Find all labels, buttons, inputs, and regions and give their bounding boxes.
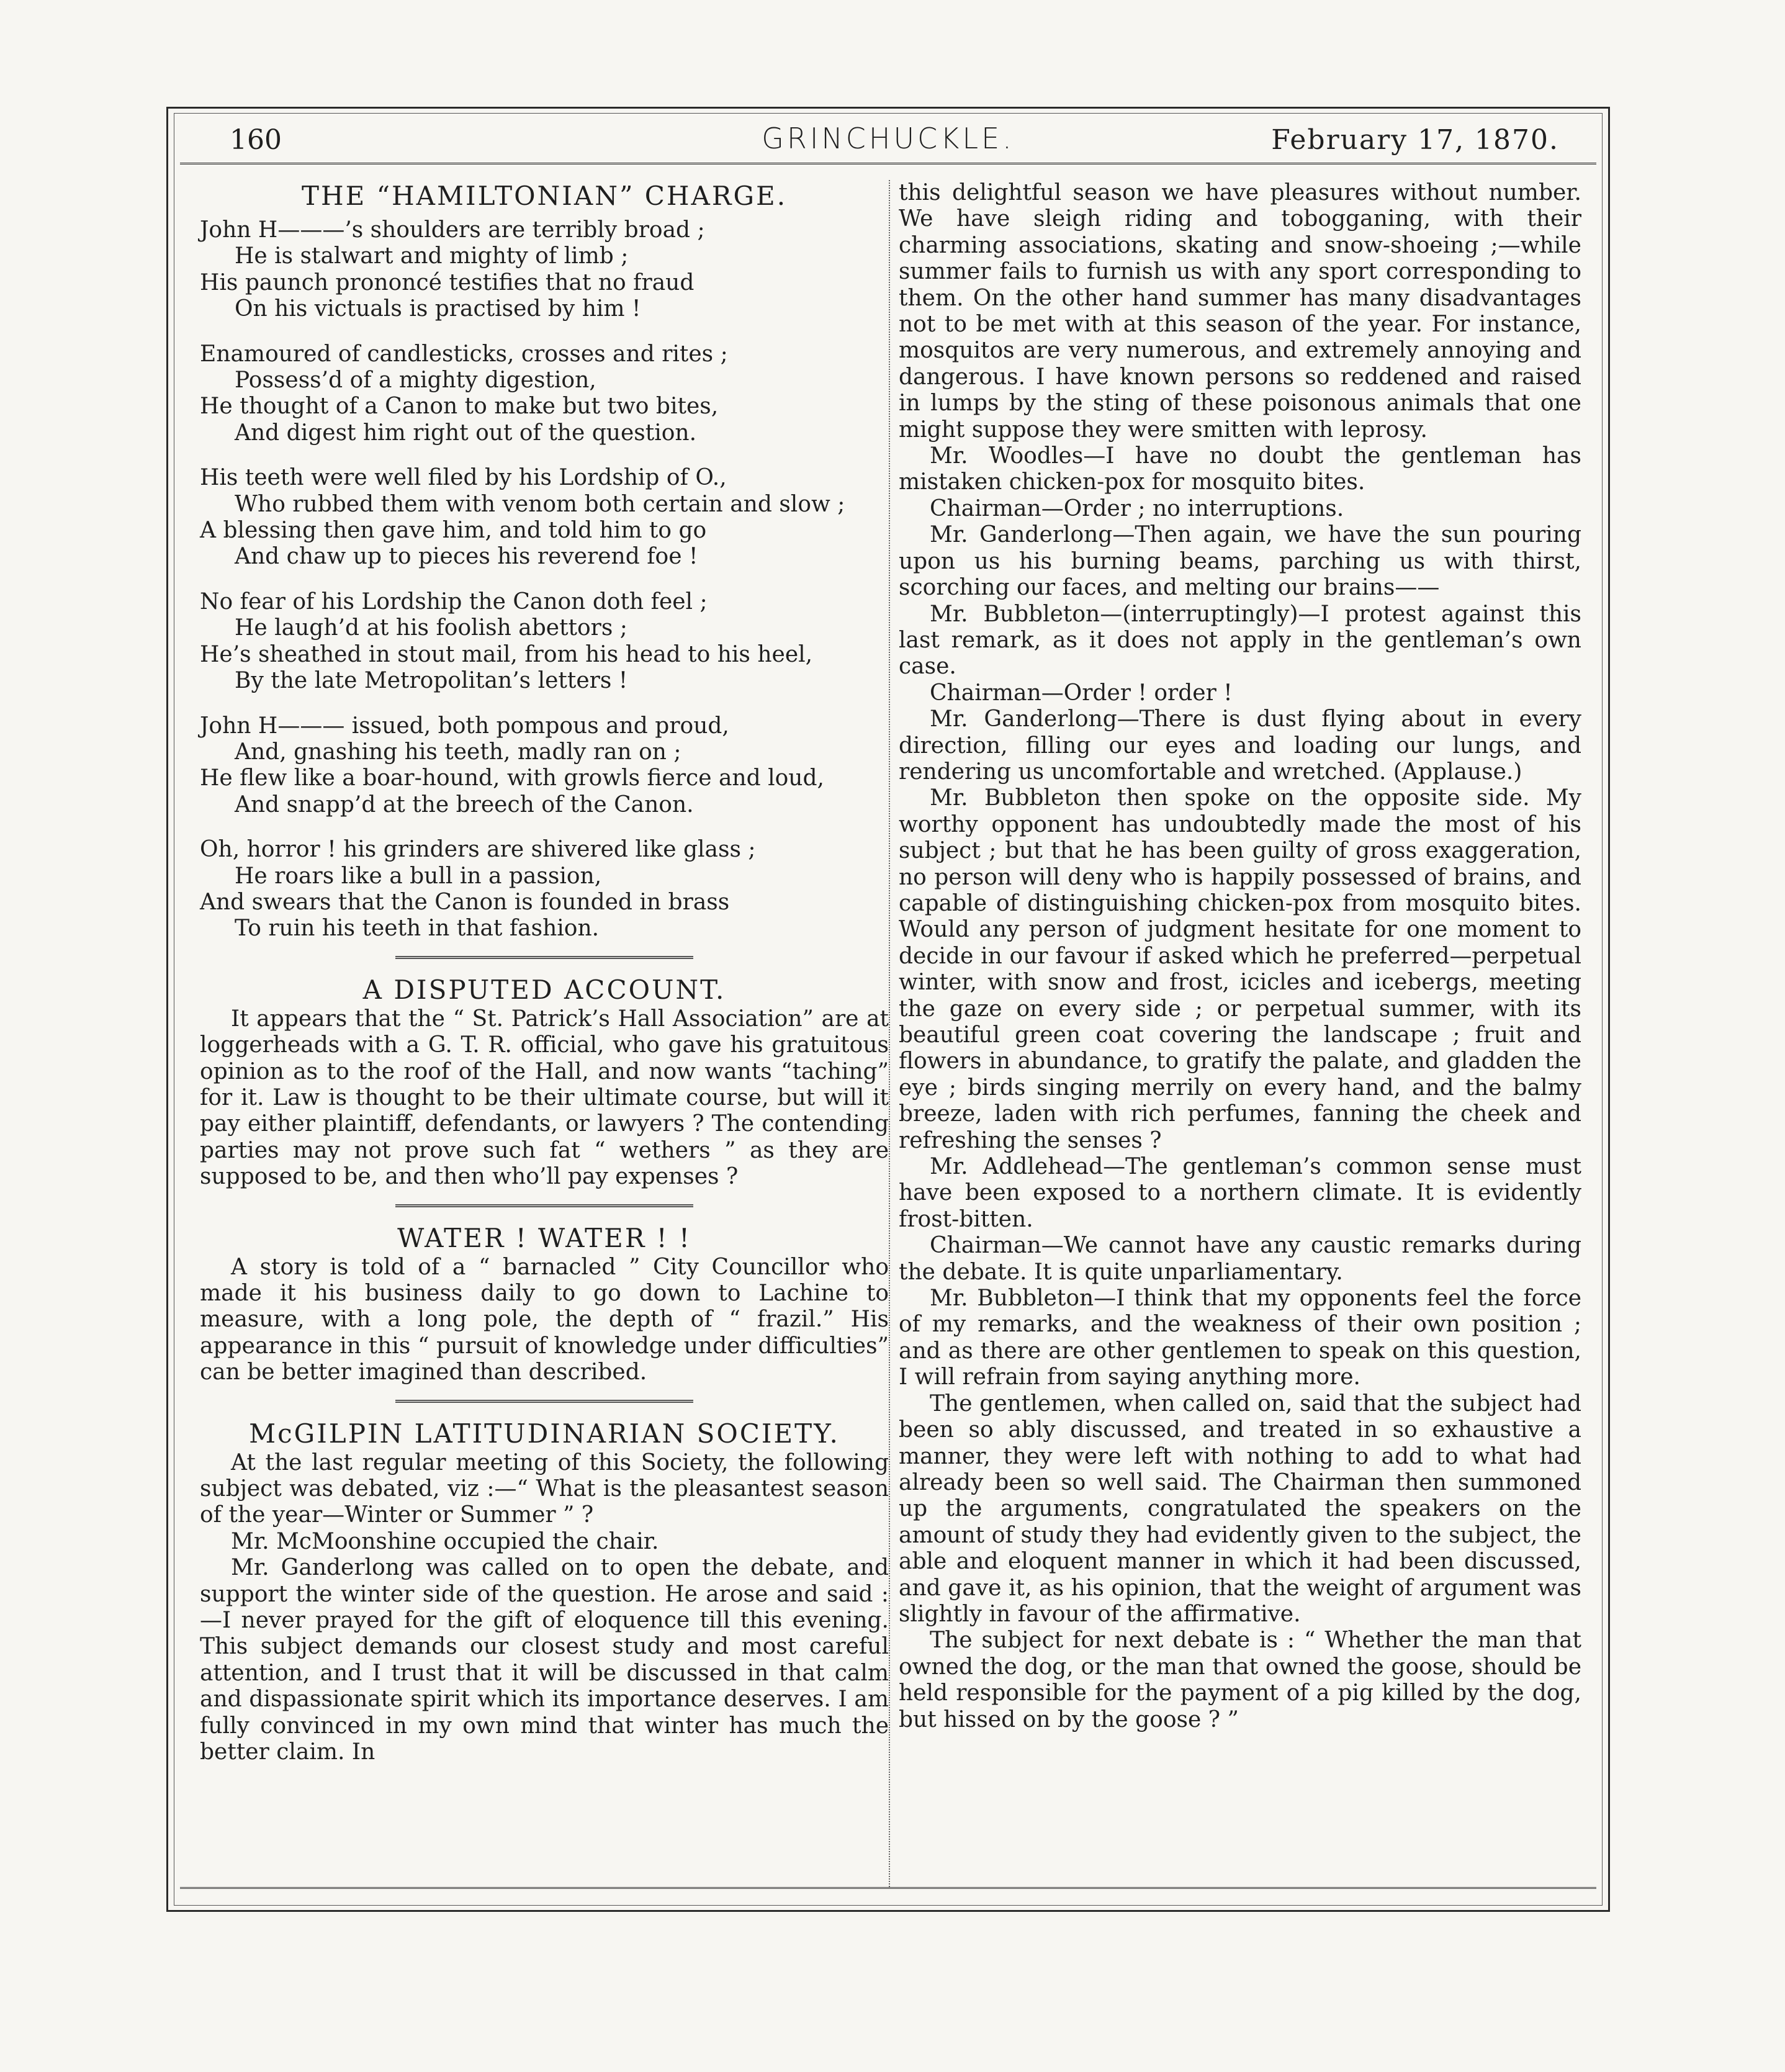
water-title: WATER ! WATER ! !: [397, 1222, 691, 1253]
poem: [200, 217, 889, 942]
disputed-account-article: [200, 1006, 889, 1191]
page-number: 160: [230, 124, 282, 156]
page-header: [180, 118, 1596, 168]
poem-line: He thought of a Canon to make but two bites,: [200, 394, 719, 420]
poem-line: And digest him right out of the question.: [235, 420, 697, 446]
poem-line: By the late Metropolitan’s letters !: [235, 668, 628, 694]
poem-line: A blessing then gave him, and told him to go: [200, 518, 707, 544]
article-paragraph: Mr. Addlehead—The gentleman’s common sense must have been exposed to a northern climate. It is evidently frost-bitten.: [899, 1154, 1581, 1232]
poem-line: He laugh’d at his foolish abettors ;: [235, 615, 627, 641]
poem-line: On his victuals is practised by him !: [235, 296, 641, 322]
poem-line: He roars like a bull in a passion,: [235, 863, 602, 889]
poem-line: Who rubbed them with venom both certain and slow ;: [235, 491, 845, 517]
poem-line: And snapp’d at the breech of the Canon.: [235, 791, 694, 818]
poem-line: He’s sheathed in stout mail, from his head to his heel,: [200, 641, 813, 667]
section-rule: [395, 956, 693, 959]
poem-line: And swears that the Canon is founded in brass: [200, 889, 730, 915]
stanza: [200, 217, 889, 323]
poem-line: His paunch prononcé testifies that no fraud: [200, 269, 695, 295]
issue-date: February 17, 1870.: [1271, 124, 1559, 156]
poem-line: John H———’s shoulders are terribly broad ;: [200, 217, 705, 243]
article-paragraph: Mr. Ganderlong—Then again, we have the sun pouring upon us his burning beams, parching us with thirst, scorching our faces, and melting our brains——: [899, 522, 1581, 601]
column-divider: [889, 180, 890, 1887]
article-paragraph: Mr. Bubbleton then spoke on the opposite side. My worthy opponent has undoubtedly made the most of his subject ; but that he has been guilty of gross exaggeration, no person will deny who is happily possessed of brains, and capable of distinguishing chicken-pox from mosquito bites. Would any person of judgment hesitate for one moment to decide in our favour if asked which he preferred—perpetual winter, with snow and frost, icicles and icebergs, meeting the gaze on every side ; or perpetual summer, with its beautiful green coat covering the landscape ; fruit and flowers in abundance, to gratify the palate, and gladden the eye ; birds singing merrily on every hand, and the balmy breeze, laden with rich perfumes, fanning the cheek and refreshing the senses ?: [899, 785, 1581, 1153]
water-article: [200, 1254, 889, 1386]
header-rule: [180, 163, 1596, 164]
poem-line: To ruin his teeth in that fashion.: [235, 916, 600, 942]
article-paragraph: Mr. Ganderlong was called on to open the debate, and support the winter side of the question. He arose and said :—I never prayed for the gift of eloquence till this evening. This subject demands our closest study and most careful attention, and I trust that it will be discussed in that calm and dispassionate spirit which its importance deserves. I am fully convinced in my own mind that winter has much the better claim. In: [200, 1555, 889, 1765]
poem-line: John H——— issued, both pompous and proud,: [200, 713, 729, 739]
poem-line: Possess’d of a mighty digestion,: [235, 367, 596, 394]
stanza: [200, 837, 889, 942]
article-paragraph: Mr. Woodles—I have no doubt the gentleman has mistaken chicken-pox for mosquito bites.: [899, 443, 1581, 495]
article-paragraph: Mr. McMoonshine occupied the chair.: [231, 1528, 659, 1554]
article-paragraph: Mr. Bubbleton—I think that my opponents feel the force of my remarks, and the weakness of their own position ; and as there are other gentlemen to speak on this question, I will refrain from saying anything more.: [899, 1286, 1581, 1390]
poem-line: And, gnashing his teeth, madly ran on ;: [235, 739, 681, 765]
poem-line: He is stalwart and mighty of limb ;: [235, 243, 629, 269]
article-paragraph: Chairman—We cannot have any caustic remarks during the debate. It is quite unparliamentary.: [899, 1233, 1581, 1285]
stanza: [200, 589, 889, 695]
article-paragraph: this delightful season we have pleasures without number. We have sleigh riding and tobogganing, with their charming associations, skating and snow-shoeing ;—while summer fails to furnish us with any sport corresponding to them. On the other hand summer has many disadvantages not to be met with at this season of the year. For instance, mosquitos are very numerous, and extremely annoying and dangerous. I have known persons so reddened and raised in lumps by the sting of these poisonous animals that one might suppose they were smitten with leprosy.: [899, 180, 1581, 443]
section-rule: [395, 1204, 693, 1207]
society-article: [200, 1450, 889, 1766]
section-rule: [395, 1400, 693, 1403]
disputed-account-title: A DISPUTED ACCOUNT.: [362, 974, 726, 1005]
article-paragraph: The gentlemen, when called on, said that the subject had been so ably discussed, and treated in so exhaustive a manner, they were left with nothing to add to what had already been so well said. The Chairman then summoned up the arguments, congratulated the speakers on the amount of study they had evidently given to the subject, the able and eloquent manner in which it had been discussed, and gave it, as his opinion, that the weight of argument was slightly in favour of the affirmative.: [899, 1390, 1581, 1627]
poem-line: Oh, horror ! his grinders are shivered like glass ;: [200, 837, 756, 863]
article-paragraph: Chairman—Order ! order !: [930, 680, 1233, 706]
poem-title: THE “HAMILTONIAN” CHARGE.: [301, 181, 788, 211]
stanza: [200, 465, 889, 570]
article-paragraph: It appears that the “ St. Patrick’s Hall Association” are at loggerheads with a G. T. R. official, who gave his gratuitous opinion as to the roof of the Hall, and now wants “taching” for it. Law is thought to be their ultimate course, but will it pay either plaintiff, defendants, or lawyers ? The contending parties may not prove such fat “ wethers ” as they are supposed to be, and then who’ll pay expenses ?: [200, 1006, 889, 1190]
society-title: McGILPIN LATITUDINARIAN SOCIETY.: [249, 1418, 840, 1449]
masthead: GRINCHUCKLE.: [762, 122, 1015, 155]
poem-line: His teeth were well filed by his Lordship of O.,: [200, 465, 727, 491]
article-paragraph: Mr. Ganderlong—There is dust flying about in every direction, filling our eyes and loading our lungs, and rendering us uncomfortable and wretched. (Applause.): [899, 706, 1581, 785]
article-paragraph: Mr. Bubbleton—(interruptingly)—I protest against this last remark, as it does not apply in the gentleman’s own case.: [899, 601, 1581, 680]
article-paragraph: The subject for next debate is : “ Whether the man that owned the dog, or the man that owned the goose, should be held responsible for the payment of a pig killed by the dog, but hissed on by the goose ? ”: [899, 1628, 1581, 1732]
poem-line: No fear of his Lordship the Canon doth feel ;: [200, 588, 708, 615]
left-column: [200, 180, 889, 1766]
footer-rule: [180, 1887, 1596, 1889]
article-paragraph: Chairman—Order ; no interruptions.: [930, 495, 1344, 521]
poem-line: And chaw up to pieces his reverend foe !: [235, 544, 698, 570]
stanza: [200, 341, 889, 447]
right-column: [899, 180, 1581, 1733]
stanza: [200, 713, 889, 819]
poem-line: Enamoured of candlesticks, crosses and rites ;: [200, 341, 728, 367]
poem-line: He flew like a boar-hound, with growls fierce and loud,: [200, 765, 824, 791]
article-paragraph: A story is told of a “ barnacled ” City Councillor who made it his business daily to go down to Lachine to measure, with a long pole, the depth of “ frazil.” His appearance in this “ pursuit of knowledge under difficulties” can be better imagined than described.: [200, 1254, 889, 1385]
article-paragraph: At the last regular meeting of this Society, the following subject was debated, viz :—“ What is the pleasantest season of the year—Winter or Summer ” ?: [200, 1449, 889, 1528]
